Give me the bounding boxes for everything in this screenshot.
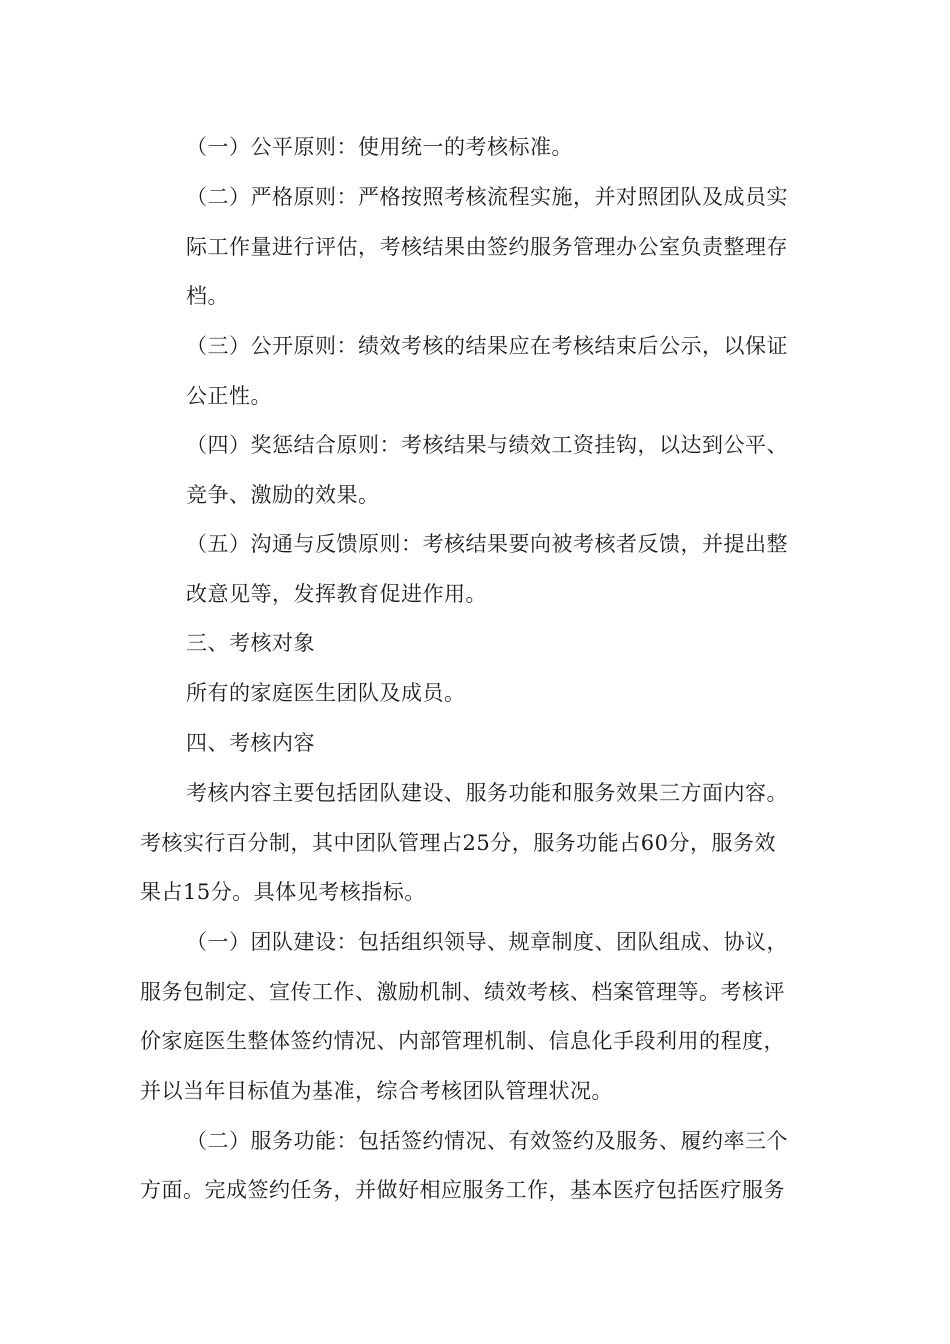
principle-reward-line1: （四）奖惩结合原则：考核结果与绩效工资挂钩，以达到公平、	[186, 433, 788, 457]
team-building-line2: 服务包制定、宣传工作、激励机制、绩效考核、档案管理等。考核评	[140, 980, 785, 1004]
team-building-line4: 并以当年目标值为基准，综合考核团队管理状况。	[140, 1079, 613, 1103]
section-4-intro-line2: 考核实行百分制，其中团队管理占25分，服务功能占60分，服务效	[140, 831, 776, 855]
section-heading-4: 四、考核内容	[186, 731, 315, 755]
service-function-line1: （二）服务功能：包括签约情况、有效签约及服务、履约率三个	[186, 1129, 788, 1153]
section-4-intro-line3: 果占15分。具体见考核指标。	[140, 880, 426, 904]
principle-feedback-line1: （五）沟通与反馈原则：考核结果要向被考核者反馈，并提出整	[186, 532, 788, 556]
principle-strict-line2: 际工作量进行评估，考核结果由签约服务管理办公室负责整理存	[186, 235, 788, 259]
section-3-body: 所有的家庭医生团队及成员。	[186, 681, 466, 705]
principle-strict-line3: 档。	[186, 284, 229, 308]
section-heading-3: 三、考核对象	[186, 631, 315, 655]
team-building-line1: （一）团队建设：包括组织领导、规章制度、团队组成、协议，	[186, 930, 788, 954]
principle-strict-line1: （二）严格原则：严格按照考核流程实施，并对照团队及成员实	[186, 185, 788, 209]
principle-feedback-line2: 改意见等，发挥教育促进作用。	[186, 582, 487, 606]
principle-open-line1: （三）公开原则：绩效考核的结果应在考核结束后公示，以保证	[186, 334, 788, 358]
team-building-line3: 价家庭医生整体签约情况、内部管理机制、信息化手段利用的程度，	[140, 1029, 785, 1053]
service-function-line2: 方面。完成签约任务，并做好相应服务工作，基本医疗包括医疗服务	[140, 1178, 785, 1202]
section-4-intro-line1: 考核内容主要包括团队建设、服务功能和服务效果三方面内容。	[186, 781, 788, 805]
principle-reward-line2: 竞争、激励的效果。	[186, 483, 380, 507]
principle-open-line2: 公正性。	[186, 384, 272, 408]
principle-fairness: （一）公平原则：使用统一的考核标准。	[186, 135, 573, 159]
